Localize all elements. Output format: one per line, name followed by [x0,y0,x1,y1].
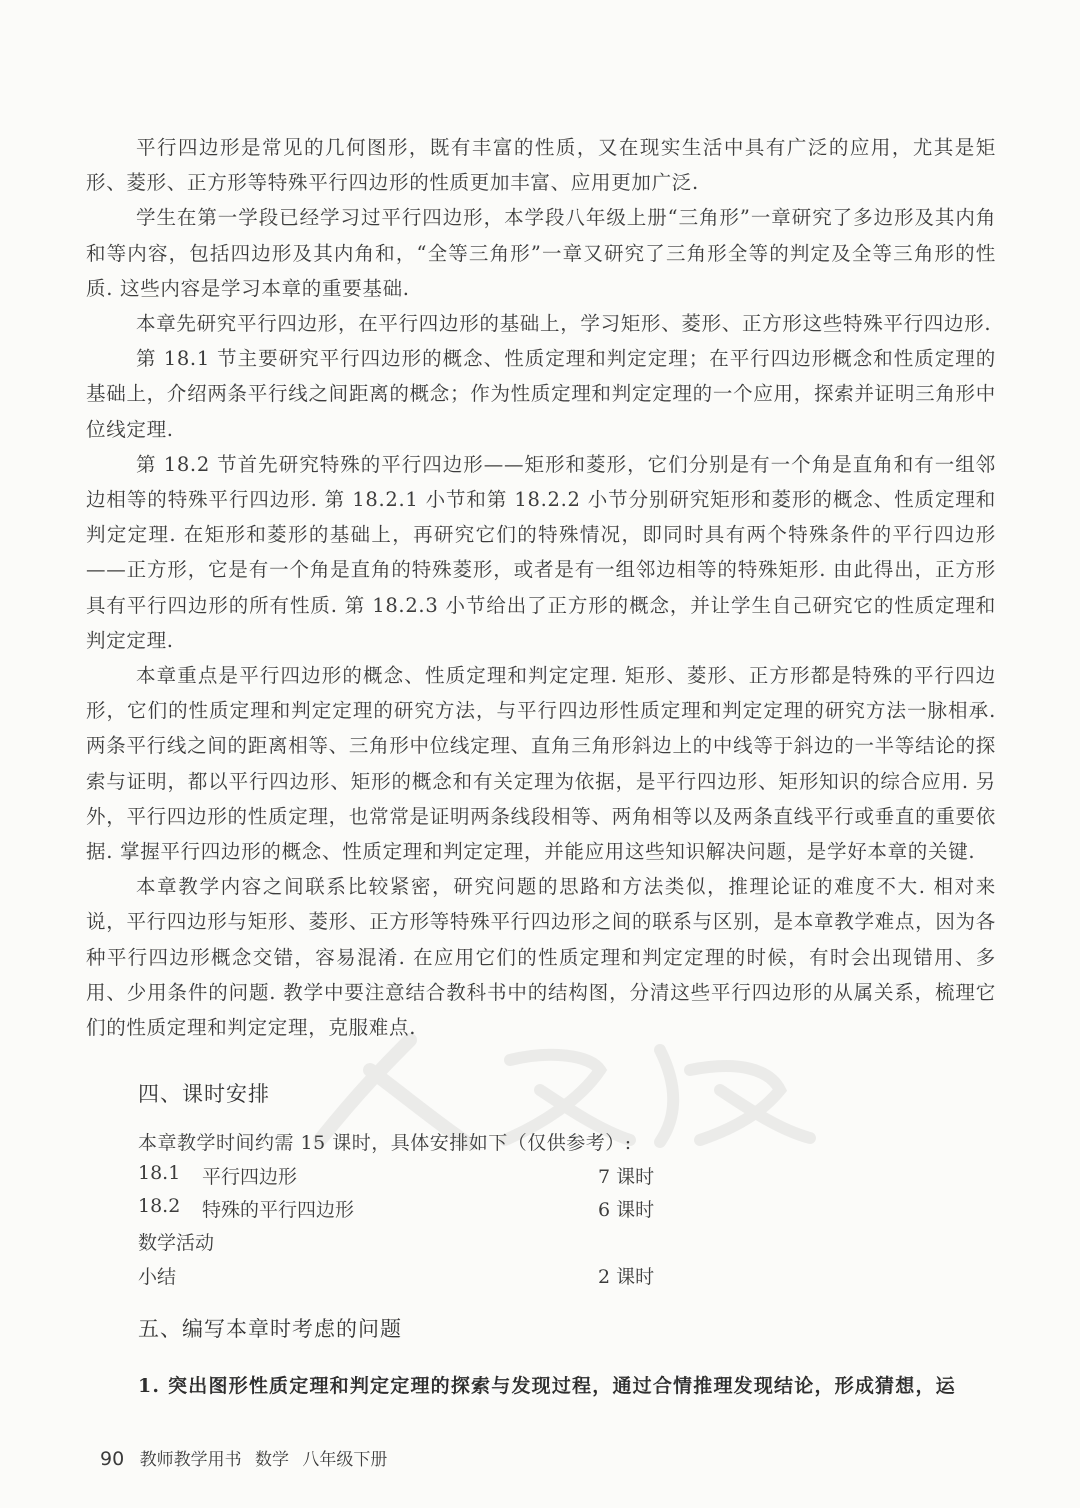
paragraph: 学生在第一学段已经学习过平行四边形，本学段八年级上册“三角形”一章研究了多边形及其内角和等内容，包括四边形及其内角和，“全等三角形”一章又研究了三角形全等的判定及全等三角形的性质. 这些内容是学习本章的重要基础. [86,206,996,300]
main-text [86,130,996,1045]
schedule-hours: 7 课时 [598,1166,655,1188]
schedule-intro: 本章教学时间约需 15 课时，具体安排如下（仅供参考）: [138,1132,632,1154]
schedule-row [138,1195,698,1225]
schedule-section-number: 18.2 [138,1195,181,1217]
schedule-row [138,1262,698,1292]
schedule-hours: 2 课时 [598,1266,655,1288]
schedule-hours: 6 课时 [598,1199,655,1221]
paragraph: 平行四边形是常见的几何图形，既有丰富的性质，又在现实生活中具有广泛的应用，尤其是矩形、菱形、正方形等特殊平行四边形的性质更加丰富、应用更加广泛. [86,136,996,195]
schedule-section-title: 平行四边形 [202,1166,298,1188]
subsection-heading: 1. 突出图形性质定理和判定定理的探索与发现过程，通过合情推理发现结论，形成猜想，运 [138,1375,956,1397]
paragraph: 本章教学内容之间联系比较紧密，研究问题的思路和方法类似，推理论证的难度不大. 相对来说，平行四边形与矩形、菱形、正方形等特殊平行四边形之间的联系与区别，是本章教学难点，因为各种平行四边形概念交错，容易混淆. 在应用它们的性质定理和判定定理的时候，有时会出现错用、多用、少用条件的问题. 教学中要注意结合教科书中的结构图，分清这些平行四边形的从属关系，梳理它们的性质定理和判定定理，克服难点. [86,875,996,1040]
schedule-row [138,1162,698,1192]
paragraph: 第 18.2 节首先研究特殊的平行四边形——矩形和菱形，它们分别是有一个角是直角和有一组邻边相等的特殊平行四边形. 第 18.2.1 小节和第 18.2.2 小节分别研究矩形和菱形的概念、性质定理和判定定理. 在矩形和菱形的基础上，再研究它们的特殊情况，即同时具有两个特殊条件的平行四边形——正方形，它是有一个角是直角的特殊菱形，或者是有一组邻边相等的特殊矩形. 由此得出，正方形具有平行四边形的所有性质. 第 18.2.3 小节给出了正方形的概念，并让学生自己研究它的性质定理和判定定理. [86,452,996,652]
section-heading-schedule: 四、课时安排 [138,1082,270,1106]
paragraph: 本章重点是平行四边形的概念、性质定理和判定定理. 矩形、菱形、正方形都是特殊的平行四边形，它们的性质定理和判定定理的研究方法，与平行四边形性质定理和判定定理的研究方法一脉相承. 两条平行线之间的距离相等、三角形中位线定理、直角三角形斜边上的中线等于斜边的一半等结论的探索与证明，都以平行四边形、矩形的概念和有关定理为依据，是平行四边形、矩形知识的综合应用. 另外，平行四边形的性质定理，也常常是证明两条线段相等、两角相等以及两条直线平行或垂直的重要依据. 掌握平行四边形的概念、性质定理和判定定理，并能应用这些知识解决问题，是学好本章的关键. [86,664,996,864]
subject-name: 数学 [255,1450,289,1470]
paragraph: 第 18.1 节主要研究平行四边形的概念、性质定理和判定定理；在平行四边形概念和性质定理的基础上，介绍两条平行线之间距离的概念；作为性质定理和判定定理的一个应用，探索并证明三角形中位线定理. [86,347,996,441]
schedule-row [138,1228,698,1258]
page-number: 90 [100,1448,125,1470]
book-title: 教师教学用书 [139,1450,242,1470]
schedule-section-title: 数学活动 [138,1232,215,1254]
schedule-section-title: 特殊的平行四边形 [202,1199,355,1221]
paragraph: 本章先研究平行四边形，在平行四边形的基础上，学习矩形、菱形、正方形这些特殊平行四边形. [136,312,992,336]
grade-name: 八年级下册 [302,1450,388,1470]
schedule-section-number: 18.1 [138,1162,181,1184]
section-heading-considerations: 五、编写本章时考虑的问题 [138,1317,402,1341]
page-footer [100,1445,395,1470]
schedule-section-title: 小结 [138,1266,177,1288]
